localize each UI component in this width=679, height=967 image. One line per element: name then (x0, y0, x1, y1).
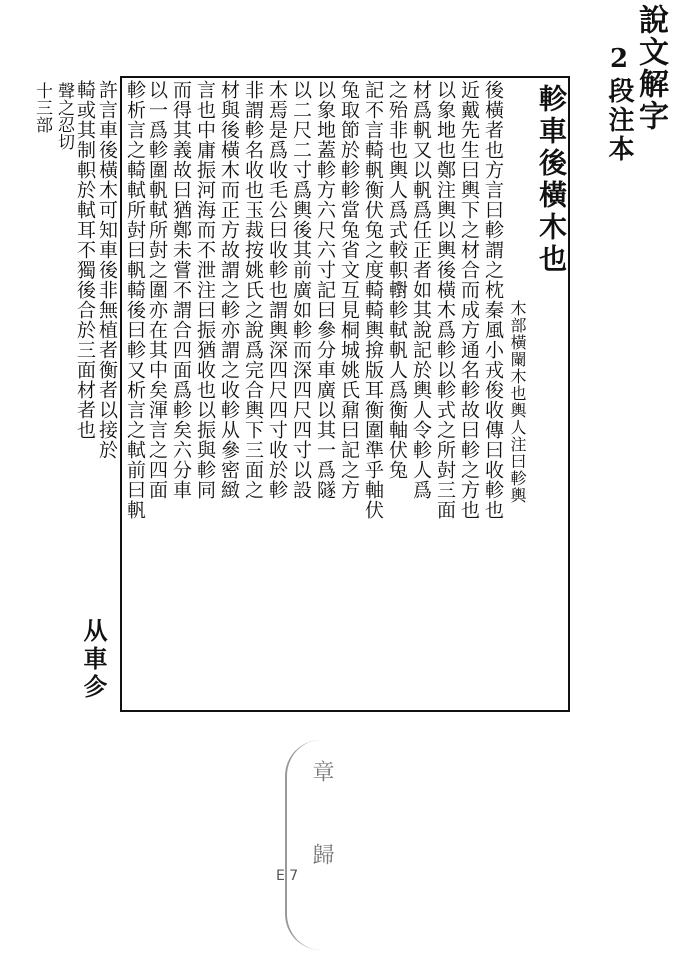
text-panel (70, 70, 570, 720)
book-title: 說文解字 (633, 4, 668, 132)
rhyme-group: 十三部 (32, 82, 52, 133)
entry-tail: 从車㐱 (79, 618, 108, 702)
entry-gloss: 木部橫闌木也輿人注曰軫輿 (508, 300, 527, 504)
frame-right-rule (568, 76, 570, 712)
commentary-column-1: 後橫者也方言曰軫謂之枕秦風小戎俊收傳曰收軫也 (482, 80, 504, 520)
stamp-text: 章 歸 (309, 760, 334, 883)
commentary-column-7: 兔取節於軫軫當兔省文互見桐城姚氏鼐曰記之方 (338, 80, 360, 500)
commentary-column-6: 記不言輢軓衡伏兔之度輢輢輿揜版耳衡圍準乎軸伏 (362, 80, 384, 520)
book-subtitle: 2段注本 (604, 44, 634, 164)
commentary-column-4: 材爲軓又以軓爲任正者如其說記於輿人令軫人爲 (410, 80, 432, 500)
commentary-column-15: 以一爲軫圍軓軾所尌之圍亦在其中矣渾言之四面 (146, 80, 168, 500)
entry-heading: 軫車後橫木也 (535, 84, 568, 276)
commentary-column-17: 許言車後橫木可知車後非無植者衡者以接於 (96, 80, 118, 460)
page-header (604, 4, 674, 214)
commentary-column-5: 之殆非也輿人爲式較軹轛軫軾軓人爲衡軸伏兔 (386, 80, 408, 480)
commentary-column-16: 軫析言之輢軾所尌曰軓輢後曰軫又析言之軾前曰軓 (124, 80, 146, 520)
commentary-column-14: 而得其義故曰猶鄭未嘗不謂合四面爲軫矣六分車 (170, 80, 192, 500)
commentary-column-12: 材與後橫木而正方故謂之軫亦謂之收軫从參密緻 (218, 80, 240, 500)
frame-top-rule (120, 76, 570, 78)
commentary-column-9: 以二尺二寸爲輿後其前廣如軫而深四尺四寸以設 (290, 80, 312, 500)
commentary-column-10: 木焉是爲收毛公曰收軫也謂輿深四尺四寸收於軫 (266, 80, 288, 500)
commentary-column-3: 以象地也鄭注輿以輿後橫木爲軫以軫式之所尌三面 (434, 80, 456, 520)
shelf-marker: E 7 (276, 868, 299, 884)
commentary-column-18: 輢或其制軹於軾耳不獨後合於三面材者也 (74, 80, 96, 440)
commentary-column-11: 非謂軫名收也玉裁按姚氏之說爲完合輿下三面之 (242, 80, 264, 500)
frame-inner-rule (120, 76, 122, 712)
commentary-column-13: 言也中庸振河海而不泄注曰振猶收也以振與軫同 (194, 80, 216, 500)
commentary-column-2: 近戴先生曰輿下之材合而成方通名軫故曰軫之方也 (458, 80, 480, 520)
pronunciation-note: 聲之忍切 (54, 82, 74, 150)
commentary-column-8: 以象地蓋軫方六尺六寸記曰參分車廣以其一爲隧 (314, 80, 336, 500)
